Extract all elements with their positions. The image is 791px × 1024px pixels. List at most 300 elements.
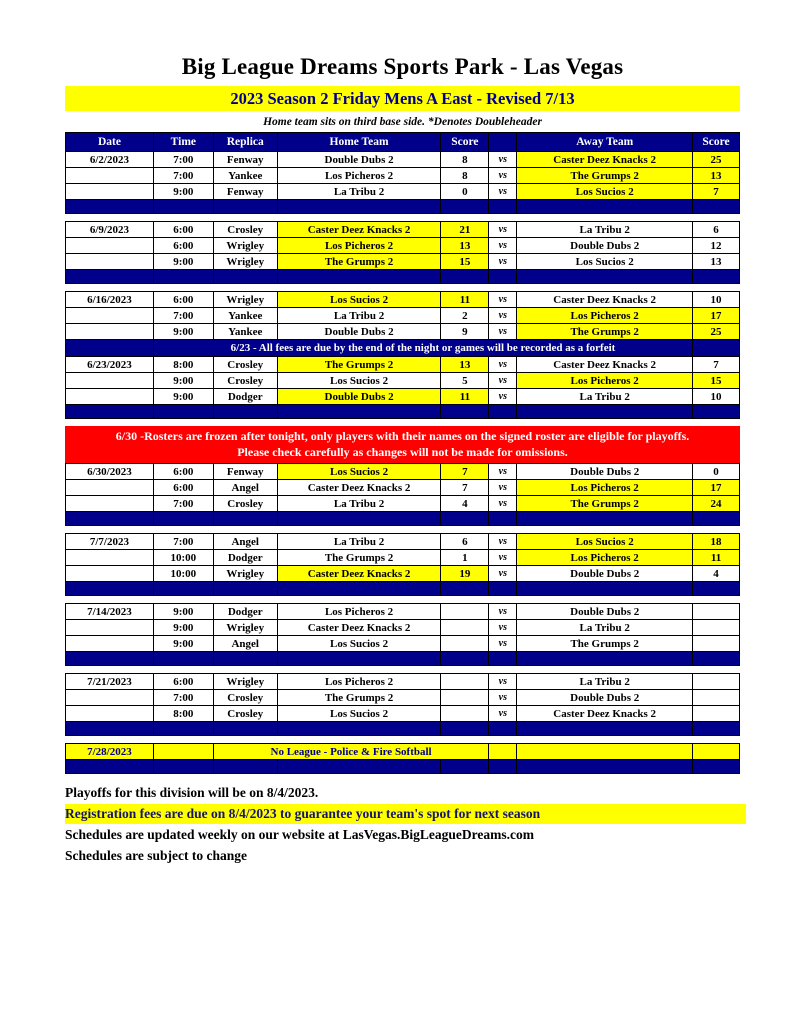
time-cell: 7:00 [154, 152, 214, 168]
time-cell: 6:00 [154, 292, 214, 308]
home-score-cell: 1 [441, 550, 489, 566]
away-team-cell: Double Dubs 2 [517, 690, 693, 706]
playoffs-note: Playoffs for this division will be on 8/4/2023. [65, 785, 319, 800]
vs-label: vs [489, 152, 517, 168]
separator-cell [154, 405, 214, 419]
away-team-cell: Los Picheros 2 [517, 480, 693, 496]
time-cell: 9:00 [154, 636, 214, 652]
away-team-cell: Los Picheros 2 [517, 373, 693, 389]
separator-cell [693, 582, 740, 596]
time-cell: 6:00 [154, 238, 214, 254]
separator-cell [441, 270, 489, 284]
date-cell [66, 706, 154, 722]
vs-label: vs [489, 324, 517, 340]
game-row [65, 357, 740, 373]
separator-cell [214, 512, 278, 526]
separator-cell [441, 200, 489, 214]
away-team-cell: The Grumps 2 [517, 636, 693, 652]
separator-cell [489, 722, 517, 736]
away-score-cell: 17 [693, 308, 740, 324]
date-cell [66, 566, 154, 582]
separator-cell [278, 652, 442, 666]
time-cell: 8:00 [154, 706, 214, 722]
vs-label: vs [489, 550, 517, 566]
vs-label: vs [489, 184, 517, 200]
home-team-cell: Double Dubs 2 [278, 152, 442, 168]
date-cell [66, 636, 154, 652]
away-score-cell: 10 [693, 292, 740, 308]
roster-notice-banner [65, 426, 740, 464]
away-team-cell: Los Sucios 2 [517, 184, 693, 200]
date-cell: 6/16/2023 [66, 292, 154, 308]
vs-label: vs [489, 636, 517, 652]
time-cell: 7:00 [154, 690, 214, 706]
away-score-cell: 12 [693, 238, 740, 254]
table-header-row [65, 132, 740, 152]
column-header: Home Team [278, 133, 442, 152]
date-cell [66, 480, 154, 496]
replica-cell: Crosley [214, 496, 278, 512]
away-team-cell: La Tribu 2 [517, 674, 693, 690]
replica-cell: Crosley [214, 373, 278, 389]
home-team-cell: Los Picheros 2 [278, 168, 442, 184]
game-row [65, 533, 740, 550]
replica-cell: Dodger [214, 604, 278, 620]
separator-cell [441, 760, 489, 774]
vs-label: vs [489, 168, 517, 184]
separator-cell [693, 270, 740, 284]
home-score-cell: 5 [441, 373, 489, 389]
home-team-cell: The Grumps 2 [278, 254, 442, 270]
date-cell [66, 620, 154, 636]
home-team-cell: Caster Deez Knacks 2 [278, 620, 442, 636]
replica-cell: Yankee [214, 168, 278, 184]
home-team-cell: The Grumps 2 [278, 357, 442, 373]
separator-cell [66, 270, 154, 284]
roster-notice-line: 6/30 -Rosters are frozen after tonight, only players with their names on the signed roster are eligible for playoffs. [115, 429, 690, 443]
column-header: Time [154, 133, 214, 152]
game-row [65, 389, 740, 405]
date-cell [66, 690, 154, 706]
replica-cell: Crosley [214, 222, 278, 238]
date-cell: 7/7/2023 [66, 534, 154, 550]
game-row [65, 254, 740, 270]
registration-note: Registration fees are due on 8/4/2023 to guarantee your team's spot for next season [65, 804, 746, 824]
vs-label: vs [489, 706, 517, 722]
separator-cell [517, 760, 693, 774]
away-team-cell: La Tribu 2 [517, 222, 693, 238]
home-team-cell: Double Dubs 2 [278, 389, 442, 405]
replica-cell: Crosley [214, 357, 278, 373]
home-team-cell: The Grumps 2 [278, 690, 442, 706]
separator-cell [517, 512, 693, 526]
away-score-cell: 18 [693, 534, 740, 550]
home-score-cell: 4 [441, 496, 489, 512]
separator-cell [517, 722, 693, 736]
away-score-cell: 10 [693, 389, 740, 405]
away-team-cell: The Grumps 2 [517, 496, 693, 512]
home-team-cell: Los Sucios 2 [278, 636, 442, 652]
separator-cell [517, 270, 693, 284]
away-score-cell: 13 [693, 168, 740, 184]
separator-cell [66, 652, 154, 666]
time-cell: 7:00 [154, 534, 214, 550]
separator-row [65, 760, 740, 774]
home-team-cell: Double Dubs 2 [278, 324, 442, 340]
time-cell: 10:00 [154, 550, 214, 566]
date-cell: 7/21/2023 [66, 674, 154, 690]
vs-label: vs [489, 674, 517, 690]
date-cell [66, 389, 154, 405]
separator-cell [278, 760, 442, 774]
separator-cell [66, 405, 154, 419]
game-row [65, 308, 740, 324]
gap-row [65, 596, 740, 603]
separator-cell [154, 200, 214, 214]
home-score-cell: 21 [441, 222, 489, 238]
away-score-cell [693, 636, 740, 652]
home-team-cell: The Grumps 2 [278, 550, 442, 566]
time-cell: 8:00 [154, 357, 214, 373]
replica-cell: Dodger [214, 550, 278, 566]
home-team-cell: Los Sucios 2 [278, 706, 442, 722]
game-row [65, 496, 740, 512]
notice-date-cell [66, 340, 154, 357]
replica-cell: Dodger [214, 389, 278, 405]
separator-cell [214, 722, 278, 736]
date-cell [66, 254, 154, 270]
vs-label: vs [489, 566, 517, 582]
game-row [65, 566, 740, 582]
separator-cell [66, 760, 154, 774]
vs-label: vs [489, 357, 517, 373]
away-score-cell [693, 690, 740, 706]
home-score-cell [441, 674, 489, 690]
away-team-cell: Double Dubs 2 [517, 604, 693, 620]
separator-cell [441, 652, 489, 666]
vs-label: vs [489, 373, 517, 389]
time-cell: 9:00 [154, 373, 214, 389]
away-score-cell: 15 [693, 373, 740, 389]
home-score-cell: 15 [441, 254, 489, 270]
away-team-cell: Los Sucios 2 [517, 254, 693, 270]
separator-row [65, 512, 740, 526]
away-team-cell: La Tribu 2 [517, 620, 693, 636]
away-team-cell: Caster Deez Knacks 2 [517, 292, 693, 308]
time-cell: 9:00 [154, 254, 214, 270]
separator-cell [154, 270, 214, 284]
game-row [65, 238, 740, 254]
game-row [65, 690, 740, 706]
replica-cell: Crosley [214, 706, 278, 722]
separator-cell [489, 760, 517, 774]
separator-cell [693, 760, 740, 774]
home-team-cell: La Tribu 2 [278, 496, 442, 512]
replica-cell: Wrigley [214, 238, 278, 254]
game-row [65, 603, 740, 620]
gap-row [65, 526, 740, 533]
home-score-cell [441, 636, 489, 652]
replica-cell: Angel [214, 636, 278, 652]
vs-label: vs [489, 690, 517, 706]
away-score-cell [693, 706, 740, 722]
replica-cell: Wrigley [214, 620, 278, 636]
schedule-table [65, 132, 740, 774]
footer-notes [65, 783, 740, 866]
away-score-cell: 4 [693, 566, 740, 582]
date-cell: 6/2/2023 [66, 152, 154, 168]
separator-cell [489, 582, 517, 596]
game-row [65, 373, 740, 389]
separator-cell [66, 582, 154, 596]
time-cell: 9:00 [154, 324, 214, 340]
vs-label: vs [489, 496, 517, 512]
home-score-cell [441, 620, 489, 636]
away-team-cell: Double Dubs 2 [517, 238, 693, 254]
separator-cell [66, 200, 154, 214]
home-team-cell: Caster Deez Knacks 2 [278, 566, 442, 582]
date-cell [66, 550, 154, 566]
vs-label: vs [489, 604, 517, 620]
column-header: Date [66, 133, 154, 152]
notice-score-cell [693, 340, 740, 357]
home-score-cell: 13 [441, 357, 489, 373]
time-cell: 9:00 [154, 604, 214, 620]
home-score-cell [441, 706, 489, 722]
vs-label: vs [489, 389, 517, 405]
time-cell: 9:00 [154, 184, 214, 200]
no-league-row [65, 743, 740, 760]
game-row [65, 550, 740, 566]
separator-row [65, 200, 740, 214]
vs-column-header [489, 133, 517, 152]
replica-cell: Yankee [214, 324, 278, 340]
replica-cell: Angel [214, 480, 278, 496]
game-row [65, 706, 740, 722]
separator-cell [489, 200, 517, 214]
separator-cell [517, 200, 693, 214]
date-cell: 6/30/2023 [66, 464, 154, 480]
separator-cell [278, 722, 442, 736]
separator-row [65, 270, 740, 284]
separator-cell [214, 760, 278, 774]
vs-label: vs [489, 238, 517, 254]
separator-row [65, 652, 740, 666]
replica-cell: Fenway [214, 464, 278, 480]
home-score-cell: 9 [441, 324, 489, 340]
away-score-cell: 11 [693, 550, 740, 566]
separator-cell [154, 512, 214, 526]
fees-notice-row [65, 340, 740, 357]
home-team-cell: Los Picheros 2 [278, 238, 442, 254]
replica-cell: Wrigley [214, 292, 278, 308]
home-team-cell: Los Sucios 2 [278, 292, 442, 308]
separator-cell [517, 652, 693, 666]
home-team-cell: Los Sucios 2 [278, 373, 442, 389]
away-score-cell [693, 604, 740, 620]
column-header: Score [693, 133, 740, 152]
away-score-cell [693, 744, 740, 760]
away-team-cell: Double Dubs 2 [517, 464, 693, 480]
date-cell [66, 238, 154, 254]
date-cell: 6/23/2023 [66, 357, 154, 373]
separator-cell [693, 200, 740, 214]
column-header: Replica [214, 133, 278, 152]
vs-label: vs [489, 620, 517, 636]
replica-cell: Crosley [214, 690, 278, 706]
away-team-cell: Caster Deez Knacks 2 [517, 706, 693, 722]
separator-cell [278, 200, 442, 214]
away-team-cell [517, 744, 693, 760]
separator-cell [489, 270, 517, 284]
separator-cell [489, 405, 517, 419]
separator-cell [214, 652, 278, 666]
replica-cell: Wrigley [214, 254, 278, 270]
game-row [65, 168, 740, 184]
date-cell [66, 184, 154, 200]
separator-cell [489, 652, 517, 666]
date-cell: 7/14/2023 [66, 604, 154, 620]
away-team-cell: Los Picheros 2 [517, 308, 693, 324]
time-cell: 6:00 [154, 464, 214, 480]
website-note: Schedules are updated weekly on our website at LasVegas.BigLeagueDreams.com [65, 827, 535, 842]
home-team-cell: La Tribu 2 [278, 534, 442, 550]
separator-cell [693, 512, 740, 526]
home-score-cell: 0 [441, 184, 489, 200]
separator-cell [214, 582, 278, 596]
vs-label: vs [489, 464, 517, 480]
column-header: Score [441, 133, 489, 152]
gap-row [65, 419, 740, 426]
home-score-cell: 11 [441, 389, 489, 405]
time-cell: 6:00 [154, 222, 214, 238]
time-cell: 10:00 [154, 566, 214, 582]
separator-cell [214, 270, 278, 284]
game-row [65, 184, 740, 200]
home-team-cell: Caster Deez Knacks 2 [278, 480, 442, 496]
separator-cell [214, 200, 278, 214]
date-cell [66, 168, 154, 184]
gap-row [65, 284, 740, 291]
fees-notice-text: 6/23 - All fees are due by the end of the night or games will be recorded as a forfeit [154, 340, 693, 357]
no-league-text: No League - Police & Fire Softball [214, 744, 490, 760]
separator-row [65, 722, 740, 736]
home-team-cell: Caster Deez Knacks 2 [278, 222, 442, 238]
home-score-cell: 2 [441, 308, 489, 324]
home-score-cell [441, 604, 489, 620]
away-score-cell: 25 [693, 152, 740, 168]
separator-cell [441, 405, 489, 419]
home-team-cell: Los Picheros 2 [278, 674, 442, 690]
away-team-cell: Caster Deez Knacks 2 [517, 357, 693, 373]
home-team-cell: La Tribu 2 [278, 308, 442, 324]
separator-cell [66, 722, 154, 736]
roster-notice-line: Please check carefully as changes will not be made for omissions. [237, 445, 568, 459]
home-score-cell: 6 [441, 534, 489, 550]
separator-cell [154, 652, 214, 666]
separator-cell [278, 405, 442, 419]
separator-cell [278, 270, 442, 284]
game-row [65, 636, 740, 652]
home-score-cell: 11 [441, 292, 489, 308]
time-cell: 7:00 [154, 168, 214, 184]
vs-label: vs [489, 480, 517, 496]
home-team-note: Home team sits on third base side. *Denotes Doubleheader [263, 116, 542, 128]
vs-label: vs [489, 534, 517, 550]
gap-row [65, 666, 740, 673]
home-score-cell [441, 690, 489, 706]
replica-cell: Fenway [214, 184, 278, 200]
home-score-cell: 8 [441, 168, 489, 184]
away-score-cell: 24 [693, 496, 740, 512]
gap-row [65, 214, 740, 221]
gap-row [65, 736, 740, 743]
time-cell: 7:00 [154, 496, 214, 512]
separator-cell [489, 512, 517, 526]
home-score-cell: 13 [441, 238, 489, 254]
page-title: Big League Dreams Sports Park - Las Vegas [181, 54, 624, 79]
time-cell: 9:00 [154, 620, 214, 636]
game-row [65, 673, 740, 690]
separator-cell [517, 405, 693, 419]
game-row [65, 464, 740, 480]
date-cell: 7/28/2023 [66, 744, 154, 760]
game-row [65, 480, 740, 496]
season-banner: 2023 Season 2 Friday Mens A East - Revised 7/13 [65, 86, 740, 111]
away-team-cell: Double Dubs 2 [517, 566, 693, 582]
game-row [65, 221, 740, 238]
time-cell: 7:00 [154, 308, 214, 324]
date-cell [66, 496, 154, 512]
away-score-cell: 7 [693, 184, 740, 200]
away-team-cell: Caster Deez Knacks 2 [517, 152, 693, 168]
away-score-cell: 0 [693, 464, 740, 480]
time-cell: 9:00 [154, 389, 214, 405]
separator-cell [693, 722, 740, 736]
separator-cell [441, 512, 489, 526]
home-team-cell: Los Sucios 2 [278, 464, 442, 480]
vs-label: vs [489, 292, 517, 308]
home-team-cell: La Tribu 2 [278, 184, 442, 200]
date-cell [66, 324, 154, 340]
separator-cell [214, 405, 278, 419]
home-score-cell: 7 [441, 464, 489, 480]
separator-row [65, 405, 740, 419]
date-cell [66, 373, 154, 389]
away-score-cell: 6 [693, 222, 740, 238]
separator-cell [66, 512, 154, 526]
separator-cell [693, 405, 740, 419]
time-cell: 6:00 [154, 480, 214, 496]
away-team-cell: La Tribu 2 [517, 389, 693, 405]
away-score-cell: 7 [693, 357, 740, 373]
separator-cell [154, 760, 214, 774]
replica-cell: Fenway [214, 152, 278, 168]
column-header: Away Team [517, 133, 693, 152]
separator-cell [278, 582, 442, 596]
separator-cell [517, 582, 693, 596]
away-team-cell: The Grumps 2 [517, 168, 693, 184]
date-cell: 6/9/2023 [66, 222, 154, 238]
separator-cell [154, 722, 214, 736]
time-cell [154, 744, 214, 760]
game-row [65, 620, 740, 636]
game-row [65, 324, 740, 340]
date-cell [66, 308, 154, 324]
away-score-cell: 13 [693, 254, 740, 270]
replica-cell: Yankee [214, 308, 278, 324]
away-score-cell: 25 [693, 324, 740, 340]
